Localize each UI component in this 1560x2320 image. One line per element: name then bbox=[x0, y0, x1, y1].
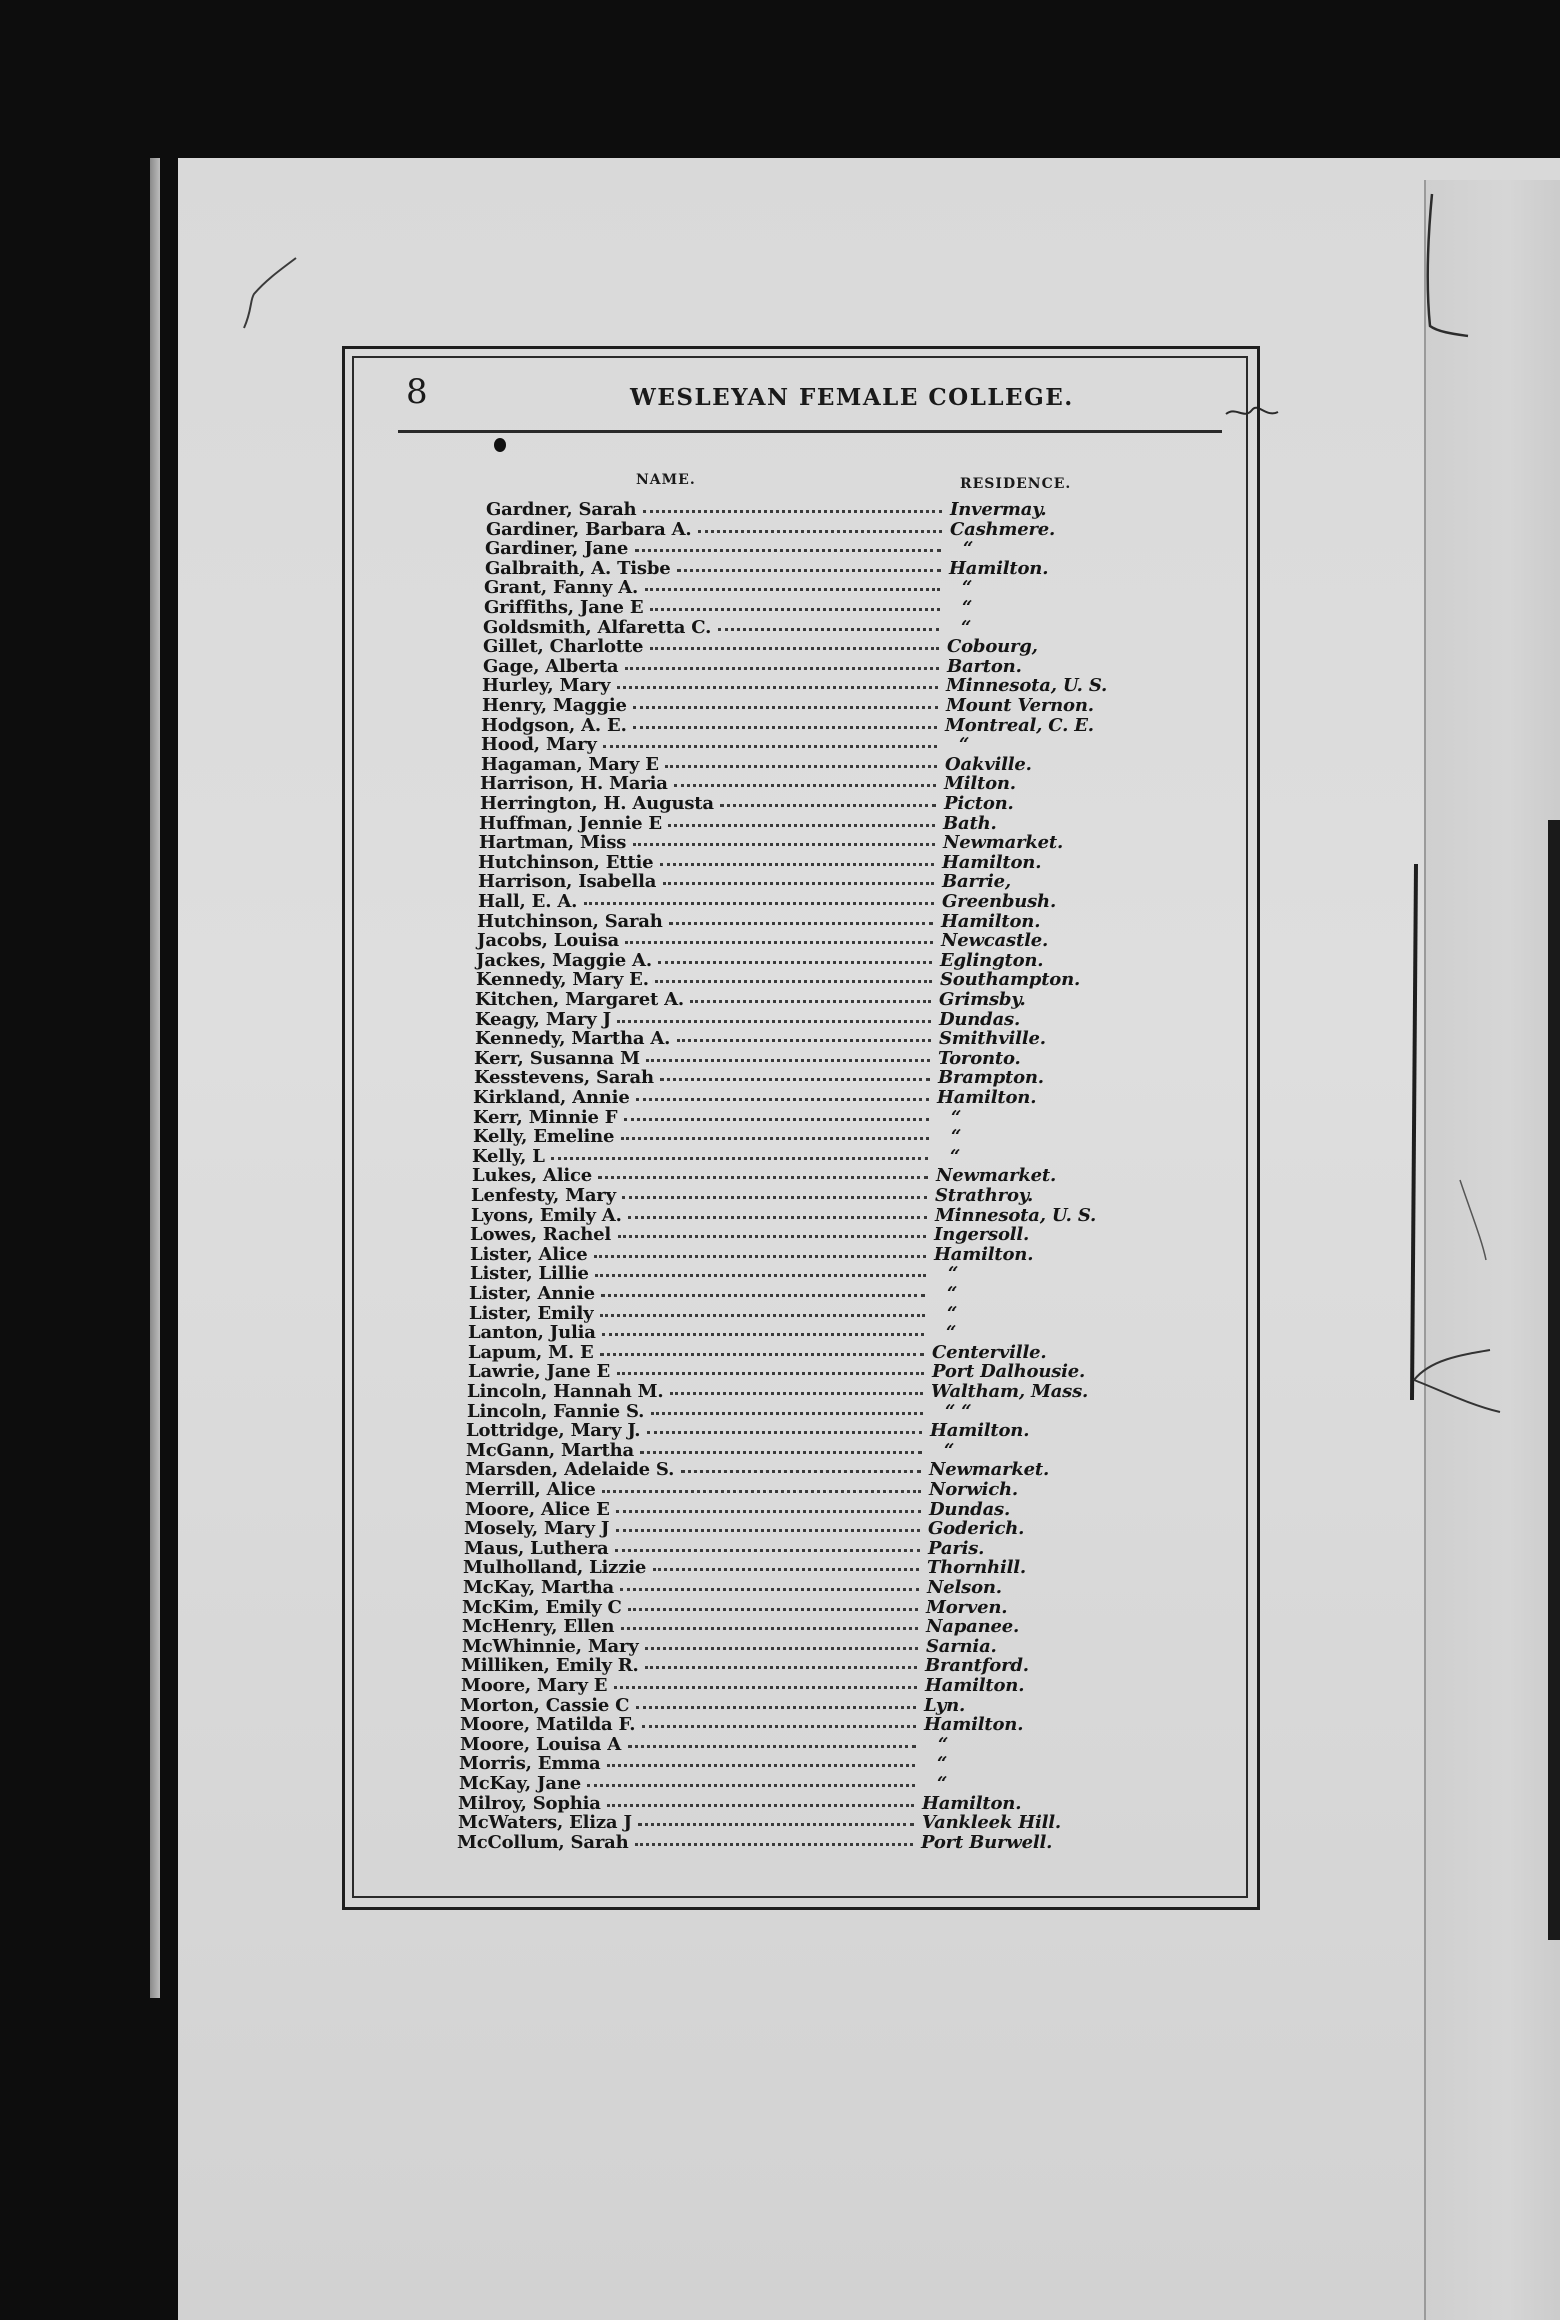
residence: Smithville. bbox=[939, 1028, 1046, 1050]
residence: Napanee. bbox=[926, 1616, 1020, 1638]
list-item bbox=[464, 1519, 1224, 1539]
residence: Barton. bbox=[947, 655, 1022, 677]
leader-dots bbox=[617, 1372, 924, 1375]
residence: Brantford. bbox=[925, 1655, 1029, 1677]
leader-dots bbox=[681, 1470, 921, 1473]
list-item bbox=[479, 814, 1239, 834]
student-name: Jackes, Maggie A. bbox=[476, 949, 652, 971]
leader-dots bbox=[718, 628, 939, 631]
leader-dots bbox=[640, 1451, 922, 1454]
list-item bbox=[485, 539, 1245, 559]
leader-dots bbox=[622, 1196, 927, 1199]
list-item bbox=[473, 1127, 1233, 1147]
leader-dots bbox=[628, 1608, 918, 1611]
list-item bbox=[462, 1617, 1222, 1637]
column-header-name: NAME. bbox=[636, 472, 696, 488]
running-head: WESLEYAN FEMALE COLLEGE. bbox=[630, 384, 1074, 411]
student-name: Hutchinson, Ettie bbox=[478, 851, 654, 873]
list-item bbox=[479, 833, 1239, 853]
leader-dots bbox=[621, 1627, 918, 1630]
leader-dots bbox=[601, 1294, 925, 1297]
residence: Hamilton. bbox=[937, 1087, 1037, 1108]
residence: Greenbush. bbox=[942, 891, 1057, 912]
leader-dots bbox=[587, 1784, 915, 1787]
student-name: Kesstevens, Sarah bbox=[474, 1067, 654, 1089]
header-rule bbox=[398, 430, 1222, 433]
list-item bbox=[465, 1500, 1225, 1520]
list-item bbox=[458, 1813, 1218, 1833]
residence: Eglington. bbox=[940, 949, 1044, 971]
list-item bbox=[471, 1206, 1231, 1226]
residence: Hamilton. bbox=[922, 1792, 1022, 1814]
list-item bbox=[462, 1598, 1222, 1618]
list-item bbox=[477, 912, 1237, 932]
residence: Toronto. bbox=[938, 1047, 1021, 1069]
leader-dots bbox=[645, 1666, 917, 1669]
residence: Dundas. bbox=[939, 1008, 1021, 1030]
residence: Cobourg, bbox=[947, 636, 1038, 658]
list-item bbox=[458, 1794, 1218, 1814]
student-name: Hartman, Miss bbox=[479, 832, 627, 854]
leader-dots bbox=[621, 1137, 929, 1140]
residence: Lyn. bbox=[924, 1694, 966, 1716]
student-name: Milliken, Emily R. bbox=[461, 1655, 639, 1677]
residence: “ bbox=[950, 1145, 961, 1167]
leader-dots bbox=[620, 1588, 919, 1591]
leader-dots bbox=[594, 1255, 926, 1258]
list-item bbox=[485, 559, 1245, 579]
list-item bbox=[459, 1754, 1219, 1774]
list-item bbox=[484, 598, 1244, 618]
list-item bbox=[480, 774, 1240, 794]
student-name: Moore, Matilda F. bbox=[460, 1714, 636, 1736]
residence: Hamilton. bbox=[925, 1675, 1025, 1696]
student-name: McGann, Martha bbox=[466, 1439, 634, 1461]
leader-dots bbox=[616, 1529, 920, 1532]
list-item bbox=[460, 1715, 1220, 1735]
residence: Hamilton. bbox=[942, 851, 1042, 873]
student-name: Lapum, M. E bbox=[468, 1341, 594, 1363]
list-item bbox=[475, 1010, 1235, 1030]
student-name: Lanton, Julia bbox=[468, 1322, 596, 1344]
leader-dots bbox=[660, 1078, 930, 1081]
list-item bbox=[473, 1108, 1233, 1128]
leader-dots bbox=[603, 745, 937, 748]
residence: Newmarket. bbox=[929, 1459, 1050, 1481]
student-name: Gage, Alberta bbox=[483, 655, 619, 677]
student-name: McKay, Jane bbox=[459, 1773, 581, 1794]
residence: “ bbox=[959, 734, 970, 756]
student-name: Lottridge, Mary J. bbox=[466, 1420, 641, 1442]
student-name: Kennedy, Martha A. bbox=[475, 1028, 671, 1050]
student-name: Goldsmith, Alfaretta C. bbox=[483, 616, 712, 638]
list-item bbox=[484, 578, 1244, 598]
list-item bbox=[476, 970, 1236, 990]
list-item bbox=[470, 1264, 1230, 1284]
student-name: Kerr, Minnie F bbox=[473, 1106, 618, 1128]
column-header-residence: RESIDENCE. bbox=[960, 476, 1072, 492]
leader-dots bbox=[607, 1764, 915, 1767]
student-name: Maus, Luthera bbox=[464, 1537, 609, 1559]
leader-dots bbox=[617, 686, 938, 689]
residence: Minnesota, U. S. bbox=[946, 675, 1108, 697]
residence: Nelson. bbox=[927, 1577, 1002, 1598]
student-name: Morris, Emma bbox=[459, 1753, 601, 1775]
residence: Grimsby. bbox=[939, 989, 1026, 1010]
leader-dots bbox=[665, 765, 937, 768]
student-name: Lincoln, Fannie S. bbox=[467, 1400, 645, 1422]
list-item bbox=[463, 1558, 1223, 1578]
list-item bbox=[481, 716, 1241, 736]
residence: Hamilton. bbox=[941, 910, 1041, 932]
residence: “ bbox=[963, 538, 974, 560]
leader-dots bbox=[600, 1353, 924, 1356]
student-name: Mulholland, Lizzie bbox=[463, 1557, 647, 1579]
list-item bbox=[468, 1323, 1228, 1343]
residence: “ bbox=[961, 616, 972, 638]
student-name: Hall, E. A. bbox=[478, 891, 578, 912]
ink-blot bbox=[494, 438, 506, 452]
residence: “ bbox=[944, 1439, 955, 1461]
list-item bbox=[480, 794, 1240, 814]
residence: Port Dalhousie. bbox=[932, 1361, 1086, 1383]
student-name: Harrison, Isabella bbox=[478, 871, 657, 893]
list-item bbox=[467, 1402, 1227, 1422]
residence: “ bbox=[962, 597, 973, 618]
residence: Ingersoll. bbox=[934, 1224, 1030, 1246]
leader-dots bbox=[677, 569, 941, 572]
leader-dots bbox=[624, 1118, 929, 1121]
student-name: Kerr, Susanna M bbox=[474, 1047, 640, 1069]
residence: “ “ bbox=[945, 1400, 972, 1422]
leader-dots bbox=[614, 1686, 917, 1689]
student-name: Galbraith, A. Tisbe bbox=[485, 557, 671, 579]
student-name: Lukes, Alice bbox=[472, 1165, 592, 1187]
residence: Oakville. bbox=[945, 753, 1032, 775]
leader-dots bbox=[615, 1549, 920, 1552]
list-item bbox=[474, 1068, 1234, 1088]
leader-dots bbox=[698, 530, 942, 533]
student-name: Lister, Alice bbox=[470, 1243, 588, 1265]
list-item bbox=[468, 1343, 1228, 1363]
student-name: Moore, Mary E bbox=[461, 1675, 608, 1696]
residence: Hamilton. bbox=[930, 1420, 1030, 1442]
list-item bbox=[460, 1696, 1220, 1716]
residence: “ bbox=[946, 1322, 957, 1344]
list-item bbox=[482, 696, 1242, 716]
student-name: Gardner, Sarah bbox=[486, 499, 637, 520]
list-item bbox=[475, 990, 1235, 1010]
leader-dots bbox=[633, 843, 935, 846]
residence: “ bbox=[947, 1283, 958, 1304]
list-item bbox=[481, 755, 1241, 775]
list-item bbox=[466, 1441, 1226, 1461]
leader-dots bbox=[628, 1216, 927, 1219]
list-item bbox=[473, 1088, 1233, 1108]
list-item bbox=[463, 1578, 1223, 1598]
leader-dots bbox=[677, 1039, 931, 1042]
list-item bbox=[470, 1225, 1230, 1245]
leader-dots bbox=[600, 1314, 925, 1317]
residence: Bath. bbox=[943, 812, 997, 834]
residence: Barrie, bbox=[942, 871, 1012, 893]
student-name: Marsden, Adelaide S. bbox=[465, 1459, 675, 1481]
list-item bbox=[462, 1637, 1222, 1657]
list-item bbox=[478, 892, 1238, 912]
residence: Invermay. bbox=[950, 499, 1047, 520]
leader-dots bbox=[720, 804, 936, 807]
student-name: Kirkland, Annie bbox=[473, 1087, 630, 1108]
residence: “ bbox=[937, 1753, 948, 1775]
leader-dots bbox=[595, 1274, 926, 1277]
residence: “ bbox=[951, 1126, 962, 1148]
list-item bbox=[461, 1656, 1221, 1676]
student-name: McHenry, Ellen bbox=[462, 1616, 615, 1638]
student-name: Grant, Fanny A. bbox=[484, 577, 639, 599]
list-item bbox=[461, 1676, 1221, 1696]
list-item bbox=[464, 1539, 1224, 1559]
residence: Norwich. bbox=[929, 1479, 1018, 1500]
student-name: Kitchen, Margaret A. bbox=[475, 989, 684, 1010]
leader-dots bbox=[646, 1059, 930, 1062]
residence: Thornhill. bbox=[927, 1557, 1026, 1579]
list-item bbox=[465, 1460, 1225, 1480]
student-name: McWaters, Eliza J bbox=[458, 1812, 632, 1834]
student-name: Griffiths, Jane E bbox=[484, 597, 644, 618]
student-name: Henry, Maggie bbox=[482, 695, 627, 716]
student-name: Morton, Cassie C bbox=[460, 1694, 630, 1716]
student-name: Herrington, H. Augusta bbox=[480, 793, 714, 814]
list-item bbox=[475, 1029, 1235, 1049]
leader-dots bbox=[647, 1431, 922, 1434]
leader-dots bbox=[635, 1843, 913, 1846]
leader-dots bbox=[655, 980, 932, 983]
leader-dots bbox=[607, 1804, 914, 1807]
leader-dots bbox=[660, 863, 934, 866]
list-item bbox=[460, 1735, 1220, 1755]
leader-dots bbox=[650, 608, 940, 611]
pencil-bracket-top-right bbox=[1420, 186, 1480, 346]
list-item bbox=[478, 853, 1238, 873]
residence: Strathroy. bbox=[935, 1185, 1034, 1206]
leader-dots bbox=[668, 824, 935, 827]
list-item bbox=[483, 637, 1243, 657]
list-item bbox=[474, 1049, 1234, 1069]
residence: Sarnia. bbox=[926, 1635, 997, 1657]
student-name: Hutchinson, Sarah bbox=[477, 910, 663, 932]
list-item bbox=[459, 1774, 1219, 1794]
list-item bbox=[478, 872, 1238, 892]
leader-dots bbox=[645, 588, 940, 591]
residence: Centerville. bbox=[932, 1341, 1047, 1363]
student-name: McKim, Emily C bbox=[462, 1596, 622, 1618]
residence: “ bbox=[937, 1773, 948, 1794]
residence: Mount Vernon. bbox=[946, 695, 1094, 716]
residence: Vankleek Hill. bbox=[922, 1812, 1062, 1834]
list-item bbox=[469, 1284, 1229, 1304]
student-name: Huffman, Jennie E bbox=[479, 812, 662, 834]
list-item bbox=[472, 1147, 1232, 1167]
student-name: McWhinnie, Mary bbox=[462, 1635, 639, 1657]
student-name: Hurley, Mary bbox=[482, 675, 611, 697]
residence: Paris. bbox=[928, 1537, 985, 1559]
residence: Minnesota, U. S. bbox=[935, 1204, 1097, 1226]
residence: Hamilton. bbox=[934, 1243, 1034, 1265]
leader-dots bbox=[633, 706, 938, 709]
residence: Port Burwell. bbox=[921, 1831, 1053, 1853]
pencil-mark-top-left bbox=[230, 250, 310, 340]
pencil-margin-line-right bbox=[1390, 860, 1510, 1420]
list-item bbox=[476, 951, 1236, 971]
residence: “ bbox=[938, 1733, 949, 1755]
residence: Goderich. bbox=[928, 1518, 1025, 1540]
leader-dots bbox=[618, 1235, 926, 1238]
student-name: Mosely, Mary J bbox=[464, 1518, 610, 1540]
leader-dots bbox=[669, 922, 933, 925]
residence: “ bbox=[962, 577, 973, 599]
list-item bbox=[466, 1421, 1226, 1441]
student-name: Moore, Louisa A bbox=[460, 1733, 622, 1755]
list-item bbox=[470, 1245, 1230, 1265]
residence: Milton. bbox=[944, 773, 1016, 795]
student-name: Lister, Emily bbox=[469, 1302, 594, 1324]
list-item bbox=[486, 500, 1246, 520]
student-name: Gardiner, Jane bbox=[485, 538, 629, 560]
leader-dots bbox=[551, 1157, 928, 1160]
student-name: McCollum, Sarah bbox=[457, 1831, 629, 1853]
student-name: Kennedy, Mary E. bbox=[476, 969, 649, 991]
student-name: Moore, Alice E bbox=[465, 1498, 610, 1520]
binding-shadow bbox=[1548, 820, 1560, 1940]
student-name: Gillet, Charlotte bbox=[483, 636, 644, 658]
residence: “ bbox=[947, 1302, 958, 1324]
student-name: Lawrie, Jane E bbox=[468, 1361, 611, 1383]
list-item bbox=[469, 1304, 1229, 1324]
student-name: Lyons, Emily A. bbox=[471, 1204, 622, 1226]
residence: Picton. bbox=[944, 793, 1014, 814]
student-name: Hagaman, Mary E bbox=[481, 753, 659, 775]
residence: Newmarket. bbox=[943, 832, 1064, 854]
student-name: Gardiner, Barbara A. bbox=[486, 518, 692, 540]
leader-dots bbox=[658, 961, 932, 964]
leader-dots bbox=[633, 726, 937, 729]
leader-dots bbox=[650, 647, 939, 650]
list-item bbox=[457, 1833, 1217, 1853]
student-name: Harrison, H. Maria bbox=[480, 773, 668, 795]
residence: Waltham, Mass. bbox=[931, 1381, 1089, 1402]
student-name: Merrill, Alice bbox=[465, 1479, 596, 1500]
page-number: 8 bbox=[406, 372, 428, 412]
residence: Cashmere. bbox=[950, 518, 1056, 540]
student-name: Lister, Lillie bbox=[470, 1263, 589, 1285]
residence: Dundas. bbox=[929, 1498, 1011, 1520]
leader-dots bbox=[602, 1333, 924, 1336]
residence: Brampton. bbox=[938, 1067, 1044, 1089]
list-item bbox=[468, 1362, 1228, 1382]
leader-dots bbox=[638, 1823, 914, 1826]
leader-dots bbox=[628, 1745, 916, 1748]
list-item bbox=[482, 676, 1242, 696]
leader-dots bbox=[674, 784, 936, 787]
list-item bbox=[483, 657, 1243, 677]
student-name: Hood, Mary bbox=[481, 734, 597, 756]
leader-dots bbox=[625, 667, 939, 670]
list-item bbox=[481, 735, 1241, 755]
leader-dots bbox=[670, 1392, 923, 1395]
residence: Montreal, C. E. bbox=[945, 714, 1094, 736]
page-fold bbox=[150, 158, 160, 1998]
list-item bbox=[471, 1186, 1231, 1206]
leader-dots bbox=[584, 902, 934, 905]
leader-dots bbox=[642, 1725, 916, 1728]
residence: Hamilton. bbox=[949, 557, 1049, 579]
residence: “ bbox=[948, 1263, 959, 1285]
leader-dots bbox=[645, 1647, 918, 1650]
student-name: Lister, Annie bbox=[469, 1283, 595, 1304]
residence: Southampton. bbox=[940, 969, 1081, 991]
list-item bbox=[467, 1382, 1227, 1402]
leader-dots bbox=[598, 1176, 928, 1179]
list-item bbox=[465, 1480, 1225, 1500]
student-list bbox=[440, 500, 1220, 1860]
list-item bbox=[472, 1166, 1232, 1186]
residence: “ bbox=[951, 1106, 962, 1128]
leader-dots bbox=[690, 1000, 931, 1003]
residence: Morven. bbox=[926, 1596, 1008, 1618]
leader-dots bbox=[602, 1490, 921, 1493]
list-item bbox=[483, 618, 1243, 638]
leader-dots bbox=[653, 1568, 919, 1571]
leader-dots bbox=[651, 1412, 923, 1415]
leader-dots bbox=[616, 1510, 921, 1513]
list-item bbox=[477, 931, 1237, 951]
leader-dots bbox=[663, 882, 934, 885]
residence: Newmarket. bbox=[936, 1165, 1057, 1187]
leader-dots bbox=[636, 1706, 916, 1709]
student-name: Jacobs, Louisa bbox=[477, 930, 619, 952]
student-name: Kelly, L bbox=[472, 1145, 545, 1167]
student-name: Lowes, Rachel bbox=[470, 1224, 612, 1246]
student-name: McKay, Martha bbox=[463, 1577, 614, 1598]
student-name: Keagy, Mary J bbox=[475, 1008, 611, 1030]
student-name: Lenfesty, Mary bbox=[471, 1185, 616, 1206]
residence: Newcastle. bbox=[941, 930, 1049, 952]
leader-dots bbox=[625, 941, 933, 944]
student-name: Lincoln, Hannah M. bbox=[467, 1381, 664, 1402]
leader-dots bbox=[635, 549, 941, 552]
residence: Hamilton. bbox=[924, 1714, 1024, 1736]
leader-dots bbox=[636, 1098, 929, 1101]
leader-dots bbox=[617, 1020, 931, 1023]
student-name: Milroy, Sophia bbox=[458, 1792, 601, 1814]
list-item bbox=[486, 520, 1246, 540]
leader-dots bbox=[643, 510, 942, 513]
student-name: Kelly, Emeline bbox=[473, 1126, 615, 1148]
student-name: Hodgson, A. E. bbox=[481, 714, 627, 736]
